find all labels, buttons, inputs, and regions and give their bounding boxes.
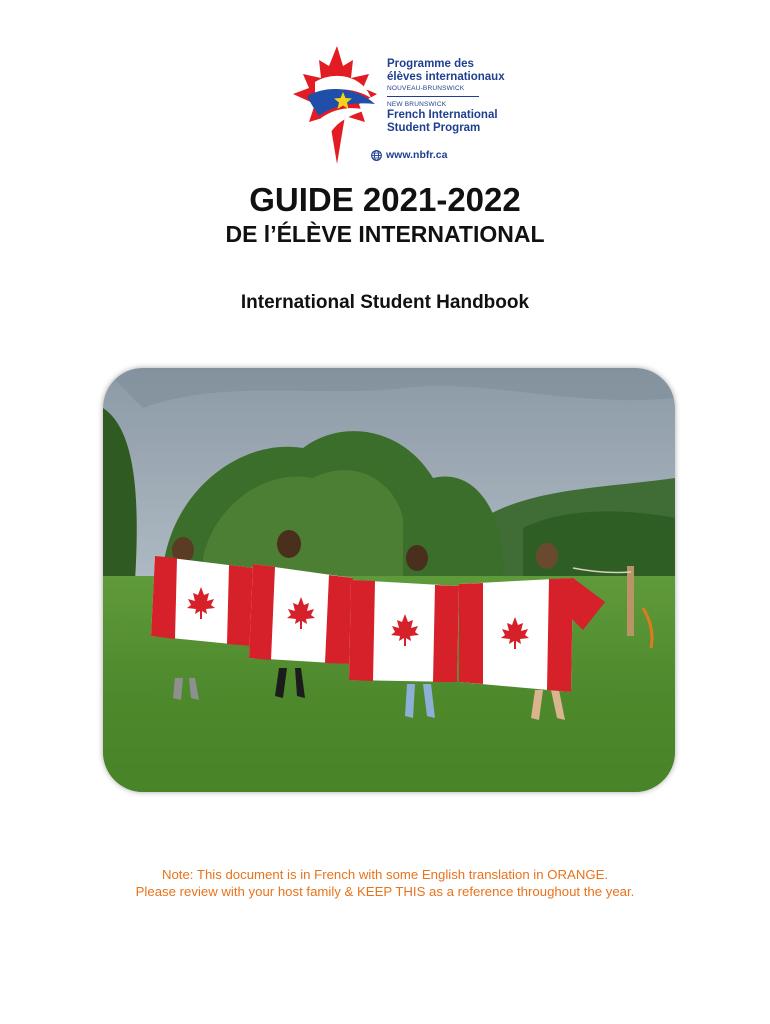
globe-icon [371, 150, 382, 161]
note-line-1: Note: This document is in French with some English translation in ORANGE. [161, 867, 609, 882]
maple-leaf-star-logo-icon [285, 44, 385, 166]
students-with-flags-photo [103, 368, 675, 792]
logo-line-3: NOUVEAU-BRUNSWICK [387, 85, 465, 92]
cover-photo [103, 368, 675, 792]
note-line-2: Please review with your host family & KEEP THIS as a reference throughout the year. [135, 884, 635, 899]
logo-url-text: www.nbfr.ca [386, 149, 448, 161]
logo-divider [387, 96, 479, 97]
program-logo [285, 44, 505, 166]
handbook-title: International Student Handbook [240, 292, 530, 313]
document-title: GUIDE 2021-2022 [249, 181, 521, 218]
logo-line-5: French International [387, 109, 498, 121]
logo-line-6: Student Program [387, 122, 481, 134]
logo-line-4: NEW BRUNSWICK [387, 101, 447, 108]
logo-line-1: Programme des [387, 58, 474, 70]
logo-line-2: élèves internationaux [387, 71, 505, 83]
logo-url [371, 149, 447, 161]
translation-note [0, 866, 770, 900]
document-subtitle: DE l’ÉLÈVE INTERNATIONAL [225, 221, 545, 247]
